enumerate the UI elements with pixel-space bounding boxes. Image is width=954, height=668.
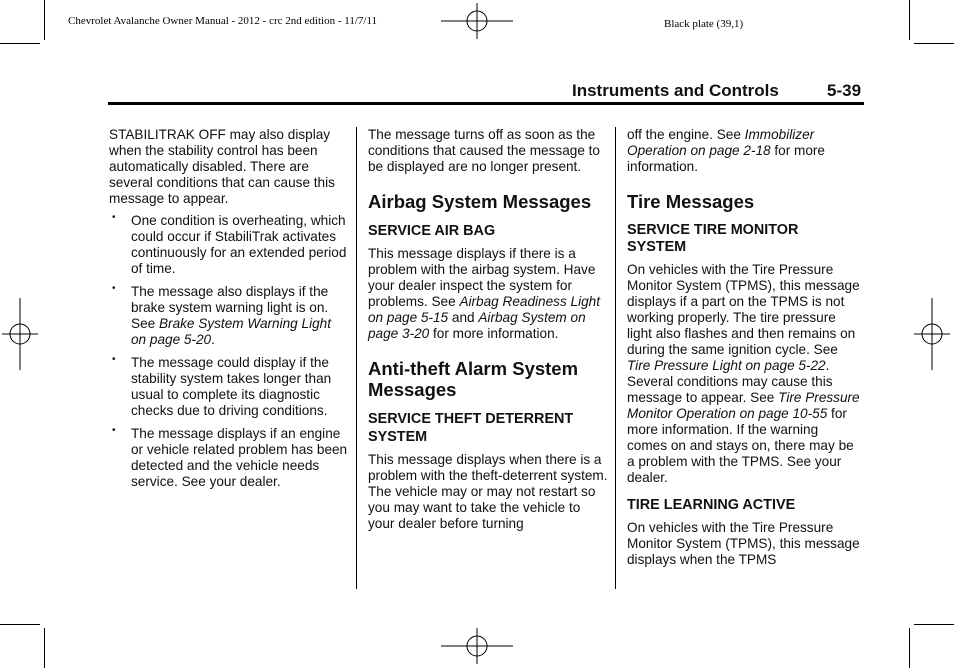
crop-mark <box>44 0 45 40</box>
bullet-icon: • <box>112 283 116 294</box>
subheading-service-theft-deterrent: SERVICE THEFT DETERRENT SYSTEM <box>368 411 574 445</box>
paragraph: off the engine. See Immobilizer Operation on page 2-18 for more information. <box>627 127 825 174</box>
subheading-service-air-bag: SERVICE AIR BAG <box>368 223 496 239</box>
subheading-tire-learning-active: TIRE LEARNING ACTIVE <box>627 497 796 513</box>
registration-target-icon <box>441 628 513 664</box>
registration-target-icon <box>441 3 513 39</box>
bullet-icon: • <box>112 212 116 223</box>
list-item: • The message could display if the stability system takes longer than usual to complete its diagnostic checks due to driving conditions. <box>112 354 332 418</box>
list-item: • The message also displays if the brake system warning light is on. See Brake System Warning Light on page 5-20. <box>112 283 331 347</box>
bullet-icon: • <box>112 354 116 365</box>
registration-target-icon <box>2 298 38 370</box>
crop-mark <box>914 624 954 625</box>
list-item: • One condition is overheating, which could occur if StabiliTrak activates continuously for an extended period of time. <box>112 212 347 276</box>
paragraph: This message displays when there is a problem with the theft-deterrent system. The vehicle may or may not restart so you may want to take the vehicle to your dealer before turning <box>368 452 608 531</box>
crop-mark <box>914 43 954 44</box>
column-divider <box>356 127 357 589</box>
heading-tire-messages: Tire Messages <box>627 191 755 212</box>
cross-reference: Immobilizer Operation on page 2-18 <box>627 127 815 158</box>
subheading-service-tire-monitor: SERVICE TIRE MONITOR SYSTEM <box>627 222 799 255</box>
heading-airbag-messages: Airbag System Messages <box>368 191 592 212</box>
section-title: Instruments and Controls <box>572 81 779 100</box>
page-number: 5-39 <box>827 81 862 100</box>
paragraph: On vehicles with the Tire Pressure Monitor System (TPMS), this message displays if a part on the TPMS is not working properly. The tire pressure light also flashes and then remains on during the same ignition cycle. See Tire Pressure Light on page 5-22. Several conditions may cause this message to appear. See Tire Pressure Monitor Operation on page 10-55 for more information. If the warning comes on and stays on, there may be a problem with the TPMS. See your dealer. <box>627 262 860 485</box>
crop-mark <box>0 43 40 44</box>
header-rule <box>108 102 864 105</box>
column-divider <box>615 127 616 589</box>
heading-anti-theft-messages: Anti-theft Alarm System Messages <box>368 358 579 400</box>
column-3 <box>627 127 861 568</box>
crop-mark <box>0 624 40 625</box>
plate-info-left: Chevrolet Avalanche Owner Manual - 2012 - crc 2nd edition - 11/7/11 <box>68 15 378 27</box>
crop-mark <box>909 628 910 668</box>
bullet-list <box>109 213 349 490</box>
plate-info-right: Black plate (39,1) <box>664 18 744 30</box>
intro-paragraph: STABILITRAK OFF may also display when the stability control has been automatically disabled. There are several conditions that can cause this message to appear. <box>109 127 335 206</box>
registration-target-icon <box>914 298 950 370</box>
cross-reference: Airbag System on page 3-20 <box>368 310 586 341</box>
column-1 <box>109 127 349 497</box>
paragraph: This message displays if there is a problem with the airbag system. Have your dealer inspect the system for problems. See Airbag Readiness Light on page 5-15 and Airbag System on page 3-20 for more information. <box>368 246 600 341</box>
cross-reference: Tire Pressure Monitor Operation on page 10-55 <box>627 390 860 421</box>
bullet-icon: • <box>112 425 116 436</box>
cross-reference: Tire Pressure Light on page 5-22 <box>627 358 826 373</box>
column-2 <box>368 127 608 532</box>
paragraph: On vehicles with the Tire Pressure Monitor System (TPMS), this message displays when the TPMS <box>627 520 860 567</box>
cross-reference: Brake System Warning Light on page 5-20 <box>131 316 331 347</box>
cross-reference: Airbag Readiness Light on page 5-15 <box>368 294 600 325</box>
crop-mark <box>44 628 45 668</box>
list-item: • The message displays if an engine or vehicle related problem has been detected and the vehicle needs service. See your dealer. <box>112 425 348 489</box>
crop-mark <box>909 0 910 40</box>
paragraph: The message turns off as soon as the conditions that caused the message to be displayed are no longer present. <box>368 127 600 174</box>
